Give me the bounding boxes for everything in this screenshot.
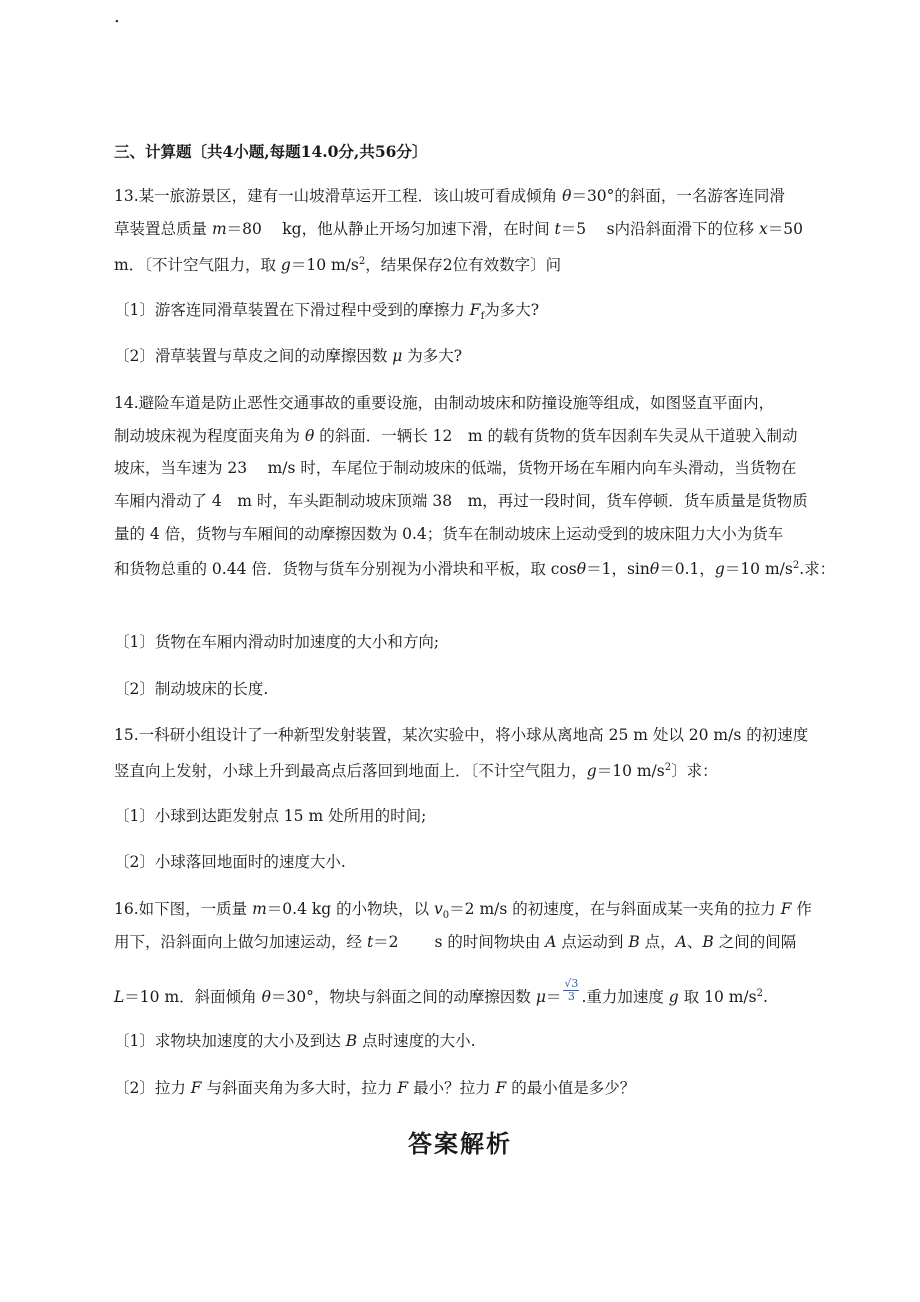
q13-part-1: 〔1〕游客连同滑草装置在下滑过程中受到的摩擦力 $F_f$为多大? [114,301,540,323]
q14-line-4: 车厢内滑动了 4 m 时，车头距制动坡床顶端 38 m，再过一段时间，货车停顿．货车质量是货物质 [114,492,808,510]
q16-part-1: 〔1〕求物块加速度的大小及到达 B 点时速度的大小. [114,1032,476,1050]
q14-part-1: 〔1〕货物在车厢内滑动时加速度的大小和方向; [114,633,440,651]
q14-line-6: 和货物总重的 0.44 倍．货物与货车分别视为小滑块和平板，取 cosθ＝1，sinθ＝0.1，g＝10 $m/s^2$.求： [114,560,836,579]
page-mark: . [114,6,120,27]
q14-line-2: 制动坡床视为程度面夹角为 θ 的斜面．一辆长 12 m 的载有货物的货车因刹车失灵从干道驶入制动 [114,427,798,445]
q14-line-1: 14.避险车道是防止恶性交通事故的重要设施，由制动坡床和防撞设施等组成，如图竖直平面内， [114,394,775,412]
q16-line-2: 用下，沿斜面向上做匀加速运动，经 t＝2 s 的时间物块由 A 点运动到 B 点，A、B 之间的间隔 [114,933,797,951]
q14-line-3: 坡床，当车速为 23 m/s 时，车尾位于制动坡床的低端，货物开场在车厢内向车头滑动，当货物在 [114,459,797,477]
q13-line-3: m．〔不计空气阻力，取 g＝10 $m/s^2$，结果保存2位有效数字〕问 [114,256,562,275]
q15-line-2: 竖直向上发射，小球上升到最高点后落回到地面上．〔不计空气阻力，g＝10 $m/s^2$〕求： [114,762,718,781]
sqrt3-over-3-fraction: $\frac{√3}{3}$ [564,976,579,1003]
q16-line-3: L＝10 m．斜面倾角 θ＝30°，物块与斜面之间的动摩擦因数 μ＝ $\frac{√3}{3}$ .重力加速度 g 取 10 $m/s^2$. [114,976,768,1007]
section-heading: 三、计算题〔共4小题,每题14.0分,共56分〕 [114,142,428,161]
q15-part-2: 〔2〕小球落回地面时的速度大小. [114,853,346,871]
q14-line-5: 量的 4 倍，货物与车厢间的动摩擦因数为 0.4；货车在制动坡床上运动受到的坡床阻力大小为货车 [114,525,784,543]
q13-part-2: 〔2〕滑草装置与草皮之间的动摩擦因数 μ 为多大? [114,347,463,365]
q16-part-2: 〔2〕拉力 F 与斜面夹角为多大时，拉力 F 最小？拉力 F 的最小值是多少？ [114,1079,636,1097]
q15-line-1: 15.一科研小组设计了一种新型发射装置，某次实验中，将小球从离地高 25 m 处以 20 m/s 的初速度 [114,726,809,744]
q15-part-1: 〔1〕小球到达距发射点 15 m 处所用的时间; [114,807,427,825]
q13-line-1: 13.某一旅游景区，建有一山坡滑草运开工程．该山坡可看成倾角 θ＝30°的斜面，一名游客连同滑 [114,187,785,205]
q14-part-2: 〔2〕制动坡床的长度. [114,680,269,698]
q13-line-2: 草装置总质量 m＝80 kg，他从静止开场匀加速下滑，在时间 t＝5 s内沿斜面滑下的位移 x＝50 [114,220,803,238]
answer-heading: 答案解析 [408,1130,512,1158]
q16-line-1: 16.如下图，一质量 m＝0.4 kg 的小物块，以 $v_0=2$ m/s 的初速度，在与斜面成某一夹角的拉力 F 作 [114,900,812,922]
